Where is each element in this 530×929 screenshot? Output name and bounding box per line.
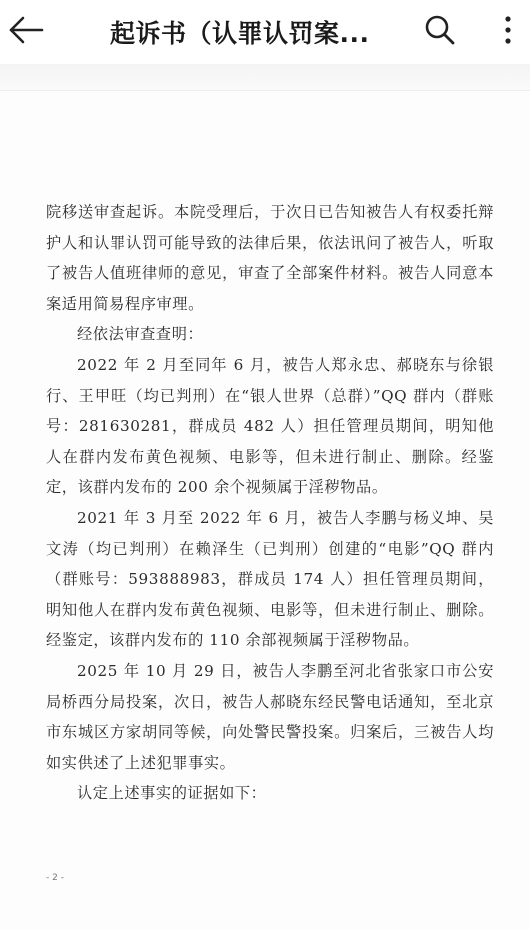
back-button[interactable] bbox=[4, 10, 48, 50]
document-paragraph: 经依法审查查明： bbox=[77, 325, 204, 344]
top-app-bar bbox=[0, 0, 530, 64]
document-paragraph: 认定上述事实的证据如下： bbox=[77, 784, 267, 803]
more-vertical-icon bbox=[504, 15, 512, 45]
document-page[interactable] bbox=[0, 91, 530, 929]
search-icon bbox=[424, 14, 456, 46]
document-paragraph: 2022 年 2 月至同年 6 月，被告人郑永忠、郝晓东与徐银行、王甲旺（均已判刑）在“银人世界（总群）”QQ 群内（群账号：281630281，群成员 482 人）担任管理员期间，明知他人在群内发布黄色视频、电影等，但未进行制止、删除。经鉴定，该群内发布的 200 余个视频属于淫秽物品。 bbox=[46, 355, 494, 497]
arrow-left-icon bbox=[8, 16, 44, 44]
page-number: - 2 - bbox=[46, 873, 64, 883]
more-options-button[interactable] bbox=[490, 10, 526, 50]
document-paragraph: 2025 年 10 月 29 日，被告人李鹏至河北省张家口市公安局桥西分局投案，次日，被告人郝晓东经民警电话通知，至北京市东城区方家胡同等候，向处警民警投案。归案后，三被告人均如实供述了上述犯罪事实。 bbox=[46, 661, 494, 772]
header-divider bbox=[0, 64, 530, 91]
search-button[interactable] bbox=[418, 10, 462, 50]
document-body bbox=[46, 197, 494, 809]
page-title: 起诉书（认罪认罚案... bbox=[110, 19, 370, 48]
document-paragraph: 2021 年 3 月至 2022 年 6 月，被告人李鹏与杨义坤、吴文涛（均已判刑）在赖泽生（已判刑）创建的“电影”QQ 群内（群账号：593888983，群成员 174 人）担任管理员期间，明知他人在群内发布黄色视频、电影等，但未进行制止、删除。经鉴定，该群内发布的 110 余部视频属于淫秽物品。 bbox=[46, 508, 494, 650]
document-paragraph: 院移送审查起诉。本院受理后，于次日已告知被告人有权委托辩护人和认罪认罚可能导致的法律后果，依法讯问了被告人，听取了被告人值班律师的意见，审查了全部案件材料。被告人同意本案适用简易程序审理。 bbox=[46, 203, 494, 313]
